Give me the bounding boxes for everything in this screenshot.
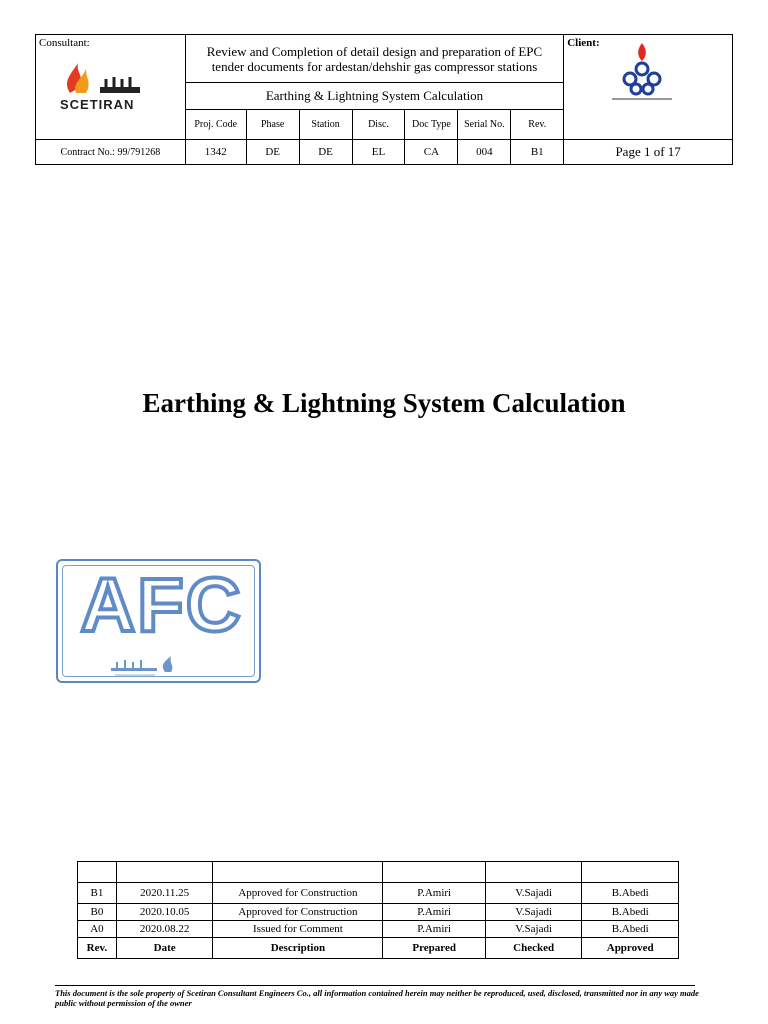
prepared-cell: P.Amiri [383, 904, 485, 921]
col-rev: Rev. [511, 110, 564, 140]
stamp-frame [62, 565, 255, 677]
col-disc: Disc. [352, 110, 405, 140]
stamp-logo [105, 654, 195, 683]
doc-title-header: Earthing & Lightning System Calculation [185, 83, 563, 110]
checked-header: Checked [485, 938, 582, 959]
col-phase: Phase [246, 110, 299, 140]
val-rev: B1 [511, 140, 564, 165]
val-serial-no: 004 [458, 140, 511, 165]
title-block [35, 34, 733, 165]
table-row [78, 921, 679, 938]
project-title: Review and Completion of detail design and preparation of EPC tender documents for ardestan/dehshir gas compressor stations [185, 35, 563, 83]
scetiran-logo [56, 53, 156, 113]
revision-table [77, 861, 679, 959]
blank-cell [116, 862, 213, 883]
nioc-logo [602, 41, 682, 104]
footer-note: This document is the sole property of Scetiran Consultant Engineers Co., all information contained herein may neither be reproduced, used, disclosed, transmitted nor in any way made public without permission of the owner [55, 988, 699, 1008]
val-disc: EL [352, 140, 405, 165]
contract-no: Contract No.: 99/791268 [36, 140, 186, 165]
prepared-cell: P.Amiri [383, 883, 485, 904]
blank-cell [485, 862, 582, 883]
consultant-logo-text: SCETIRAN [60, 97, 135, 112]
consultant-cell [36, 35, 186, 140]
rev-cell: B1 [78, 883, 117, 904]
date-cell: 2020.08.22 [116, 921, 213, 938]
blank-cell [78, 862, 117, 883]
checked-cell: V.Sajadi [485, 883, 582, 904]
col-serial-no: Serial No. [458, 110, 511, 140]
rev-cell: B0 [78, 904, 117, 921]
page-number: Page 1 of 17 [564, 140, 733, 165]
val-phase: DE [246, 140, 299, 165]
blank-cell [582, 862, 679, 883]
date-header: Date [116, 938, 213, 959]
approved-cell: B.Abedi [582, 883, 679, 904]
val-station: DE [299, 140, 352, 165]
description-cell: Approved for Construction [213, 904, 383, 921]
description-cell: Issued for Comment [213, 921, 383, 938]
val-doc-type: CA [405, 140, 458, 165]
afc-stamp [56, 559, 261, 683]
approved-cell: B.Abedi [582, 904, 679, 921]
consultant-label: Consultant: [39, 37, 90, 49]
col-doc-type: Doc Type [405, 110, 458, 140]
checked-cell: V.Sajadi [485, 921, 582, 938]
table-row [78, 883, 679, 904]
blank-cell [213, 862, 383, 883]
val-proj-code: 1342 [185, 140, 246, 165]
prepared-cell: P.Amiri [383, 921, 485, 938]
approved-cell: B.Abedi [582, 921, 679, 938]
client-cell [564, 35, 733, 140]
document-title: Earthing & Lightning System Calculation [142, 388, 626, 418]
description-cell: Approved for Construction [213, 883, 383, 904]
client-label: Client: [567, 37, 600, 49]
col-station: Station [299, 110, 352, 140]
revision-header-row [78, 938, 679, 959]
description-header: Description [213, 938, 383, 959]
table-row [78, 904, 679, 921]
approved-header: Approved [582, 938, 679, 959]
prepared-header: Prepared [383, 938, 485, 959]
col-proj-code: Proj. Code [185, 110, 246, 140]
date-cell: 2020.11.25 [116, 883, 213, 904]
checked-cell: V.Sajadi [485, 904, 582, 921]
afc-stamp-text: AFC [80, 563, 243, 648]
blank-cell [383, 862, 485, 883]
footer-divider [55, 985, 695, 986]
rev-header: Rev. [78, 938, 117, 959]
date-cell: 2020.10.05 [116, 904, 213, 921]
rev-cell: A0 [78, 921, 117, 938]
